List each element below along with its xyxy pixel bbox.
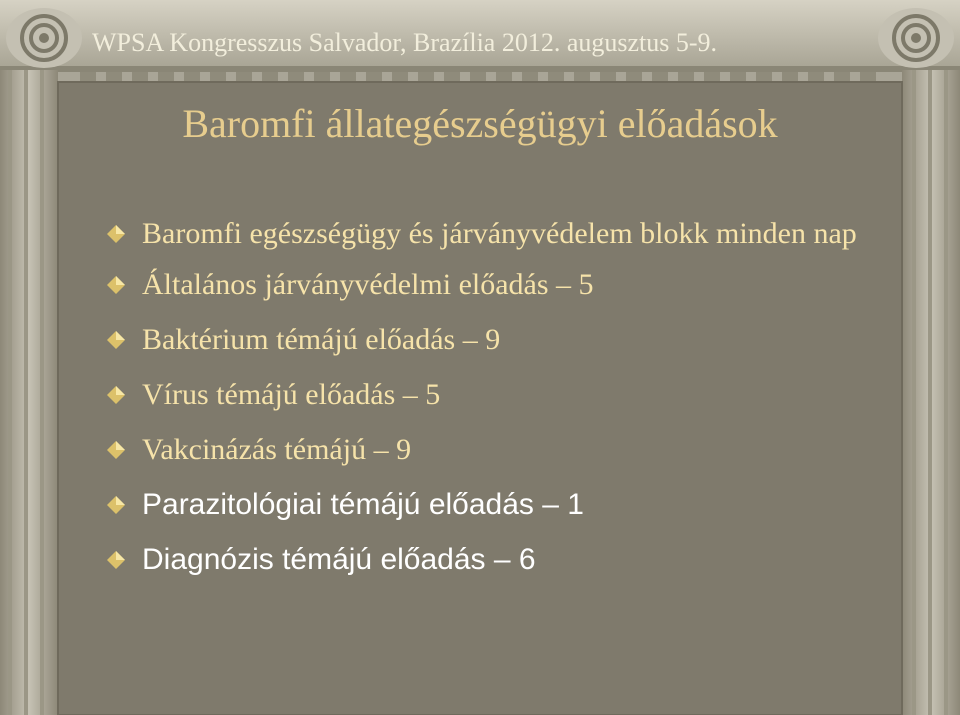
bullet-text: Parazitológiai témájú előadás – 1 [142,488,584,521]
bullet-list [104,212,864,593]
list-item [104,538,864,581]
list-item [104,373,864,416]
list-item [104,428,864,471]
diamond-bullet-icon [106,275,126,295]
diamond-bullet-icon [106,385,126,405]
bullet-text: Általános járványvédelmi előadás – 5 [142,268,594,301]
bullet-text: Diagnózis témájú előadás – 6 [142,543,536,576]
list-item [104,212,864,255]
list-item [104,483,864,526]
bullet-text: Vakcinázás témájú – 9 [142,433,412,466]
event-header: WPSA Kongresszus Salvador, Brazília 2012. augusztus 5-9. [92,28,718,57]
bullet-text: Vírus témájú előadás – 5 [142,378,441,411]
list-item [104,263,864,306]
diamond-bullet-icon [106,440,126,460]
slide-title: Baromfi állategészségügyi előadások [182,101,778,146]
spiral-scroll-icon [878,8,954,68]
diamond-bullet-icon [106,495,126,515]
diamond-bullet-icon [106,224,126,244]
diamond-bullet-icon [106,330,126,350]
bullet-text: Baktérium témájú előadás – 9 [142,323,501,356]
bullet-text: Baromfi egészségügy és járványvédelem blokk minden nap [142,217,857,250]
spiral-scroll-icon [6,8,82,68]
diamond-bullet-icon [106,550,126,570]
list-item [104,318,864,361]
